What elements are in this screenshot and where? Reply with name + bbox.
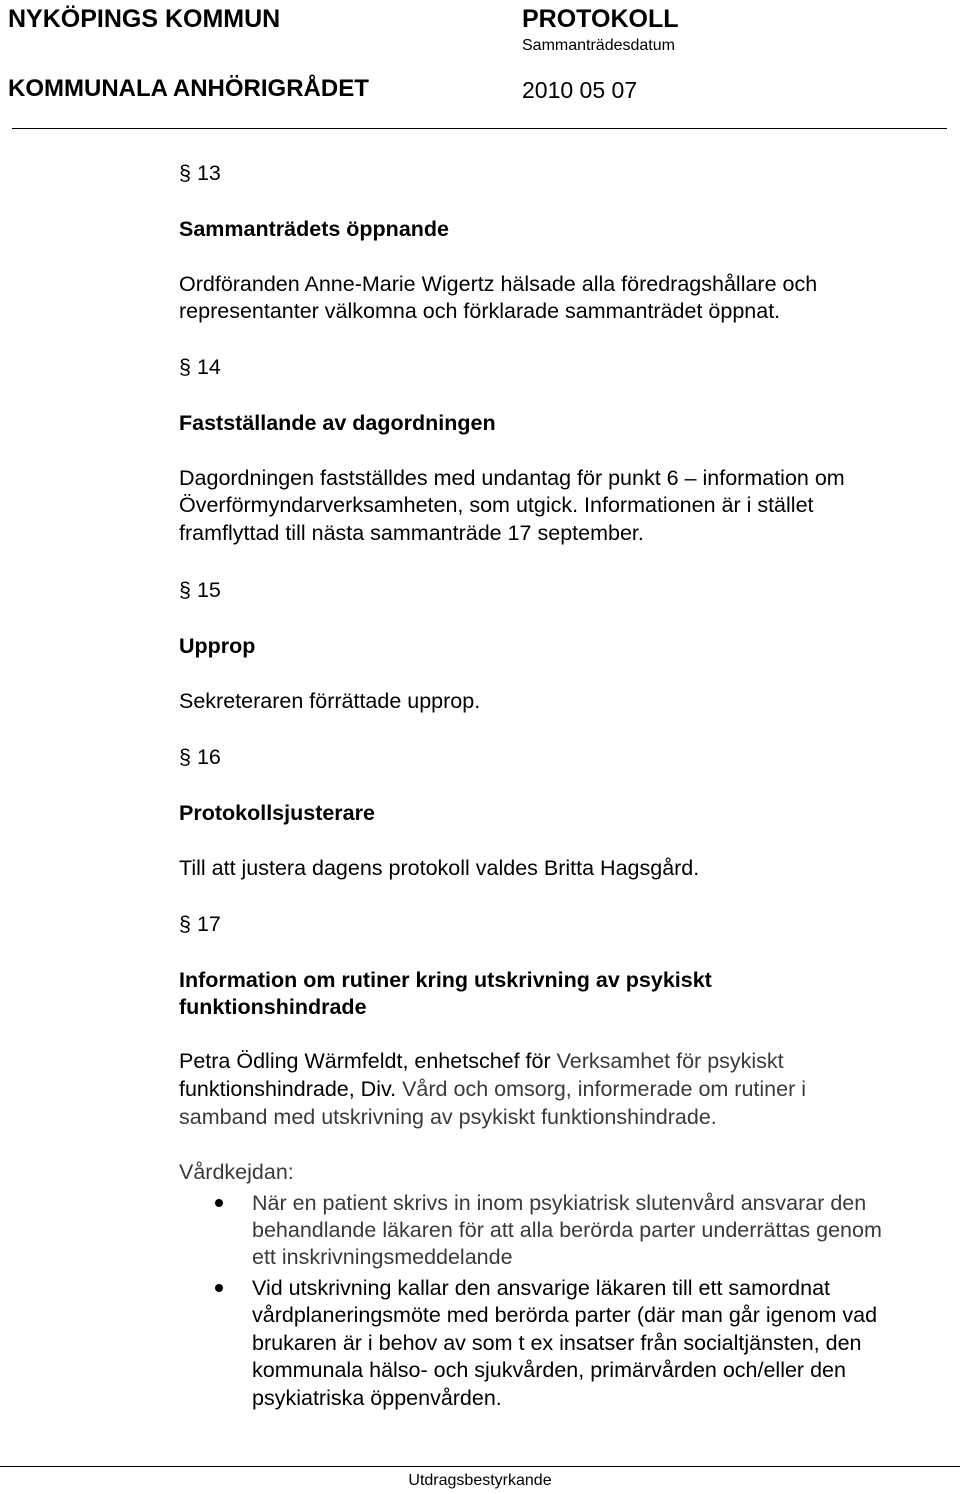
bullet-item-line: ett inskrivningsmeddelande <box>252 1245 513 1269</box>
section-17-subheading: Vårdkejdan: <box>179 1160 294 1184</box>
section-14-text-line: Dagordningen fastställdes med undantag för punkt 6 – information om <box>179 466 845 490</box>
section-15-number: § 15 <box>179 578 221 602</box>
section-16-text-line: Till att justera dagens protokoll valdes Britta Hagsgård. <box>179 856 700 880</box>
section-15-text-line: Sekreteraren förrättade upprop. <box>179 689 481 713</box>
municipality-name: NYKÖPINGS KOMMUN <box>8 5 281 33</box>
section-15-title: Upprop <box>179 634 256 658</box>
bullet-item-line: När en patient skrivs in inom psykiatrisk slutenvård ansvarar den <box>252 1191 867 1215</box>
meeting-date: 2010 05 07 <box>522 77 638 103</box>
document-type: PROTOKOLL <box>522 5 679 33</box>
section-17-text-line: funktionshindrade, Div. Vård och omsorg, informerade om rutiner i <box>179 1077 806 1101</box>
section-16-title: Protokollsjusterare <box>179 801 375 825</box>
section-14-text-line: Överförmyndarverksamheten, som utgick. Informationen är i stället <box>179 493 814 517</box>
bullet-item-line: Vid utskrivning kallar den ansvarige läkaren till ett samordnat <box>252 1276 831 1300</box>
bullet-item-line: brukaren är i behov av som t ex insatser från socialtjänsten, den <box>252 1331 862 1355</box>
section-13-text-line: Ordföranden Anne-Marie Wigertz hälsade alla föredragshållare och <box>179 272 818 296</box>
footer-rule <box>0 1466 960 1467</box>
section-13-text-line: representanter välkomna och förklarade sammanträdet öppnat. <box>179 299 781 323</box>
section-13-title: Sammanträdets öppnande <box>179 217 449 241</box>
section-13-number: § 13 <box>179 161 221 185</box>
bullet-item-line: psykiatriska öppenvården. <box>252 1386 502 1410</box>
footer-label: Utdragsbestyrkande <box>408 1472 552 1489</box>
section-14-title: Fastställande av dagordningen <box>179 411 496 435</box>
section-17-title: funktionshindrade <box>179 995 367 1019</box>
bullet-item-line: kommunala hälso- och sjukvården, primärvården och/eller den <box>252 1358 846 1382</box>
section-16-number: § 16 <box>179 745 221 769</box>
section-17-text-line: samband med utskrivning av psykiskt funktionshindrade. <box>179 1105 717 1129</box>
section-17-number: § 17 <box>179 912 221 936</box>
council-name: KOMMUNALA ANHÖRIGRÅDET <box>8 75 369 102</box>
date-label: Sammanträdesdatum <box>522 37 675 54</box>
bullet-dot <box>215 1199 223 1207</box>
section-14-number: § 14 <box>179 355 221 379</box>
bullet-dot <box>215 1284 223 1292</box>
header-rule <box>12 128 947 129</box>
section-17-text-line: Petra Ödling Wärmfeldt, enhetschef för Verksamhet för psykiskt <box>179 1049 784 1073</box>
section-14-text-line: framflyttad till nästa sammanträde 17 september. <box>179 521 644 545</box>
section-17-title: Information om rutiner kring utskrivning av psykiskt <box>179 968 712 992</box>
bullet-item-line: behandlande läkaren för att alla berörda parter underrättas genom <box>252 1218 882 1242</box>
bullet-item-line: vårdplaneringsmöte med berörda parter (där man går igenom vad <box>252 1303 878 1327</box>
